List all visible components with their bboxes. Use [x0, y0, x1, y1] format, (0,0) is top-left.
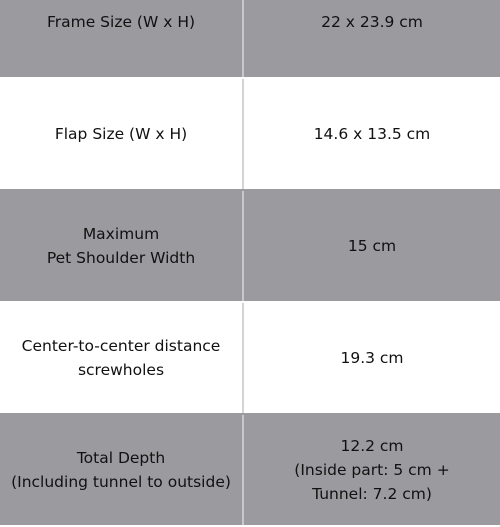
total-depth-label	[0, 414, 243, 526]
label-line: Maximum	[82, 225, 160, 243]
value-line: Tunnel: 7.2 cm)	[312, 485, 432, 503]
label-line: (Including tunnel to outside)	[11, 473, 231, 491]
flap-size-label	[0, 78, 243, 190]
screwhole-distance-value	[243, 302, 500, 414]
frame-size-label	[0, 0, 243, 78]
label-line: Frame Size (W x H)	[46, 12, 196, 31]
value-line: 14.6 x 13.5 cm	[313, 125, 431, 143]
label-line: Total Depth	[76, 449, 166, 467]
value-line: 15 cm	[347, 237, 397, 255]
total-depth-value	[243, 414, 500, 526]
table-row	[0, 302, 500, 414]
table-row	[0, 414, 500, 526]
value-line: 22 x 23.9 cm	[321, 12, 423, 31]
value-line: 12.2 cm	[340, 437, 404, 455]
flap-size-value	[243, 78, 500, 190]
label-line: Pet Shoulder Width	[46, 249, 196, 267]
table-row	[0, 190, 500, 302]
label-line: Flap Size (W x H)	[54, 125, 188, 143]
frame-size-value	[243, 0, 500, 78]
value-line: 19.3 cm	[340, 349, 404, 367]
label-line: screwholes	[77, 361, 165, 379]
table-row	[0, 78, 500, 190]
table-row	[0, 0, 500, 78]
screwhole-distance-label	[0, 302, 243, 414]
shoulder-width-label	[0, 190, 243, 302]
shoulder-width-value	[243, 190, 500, 302]
label-line: Center-to-center distance	[21, 337, 221, 355]
value-line: (Inside part: 5 cm +	[294, 461, 450, 479]
